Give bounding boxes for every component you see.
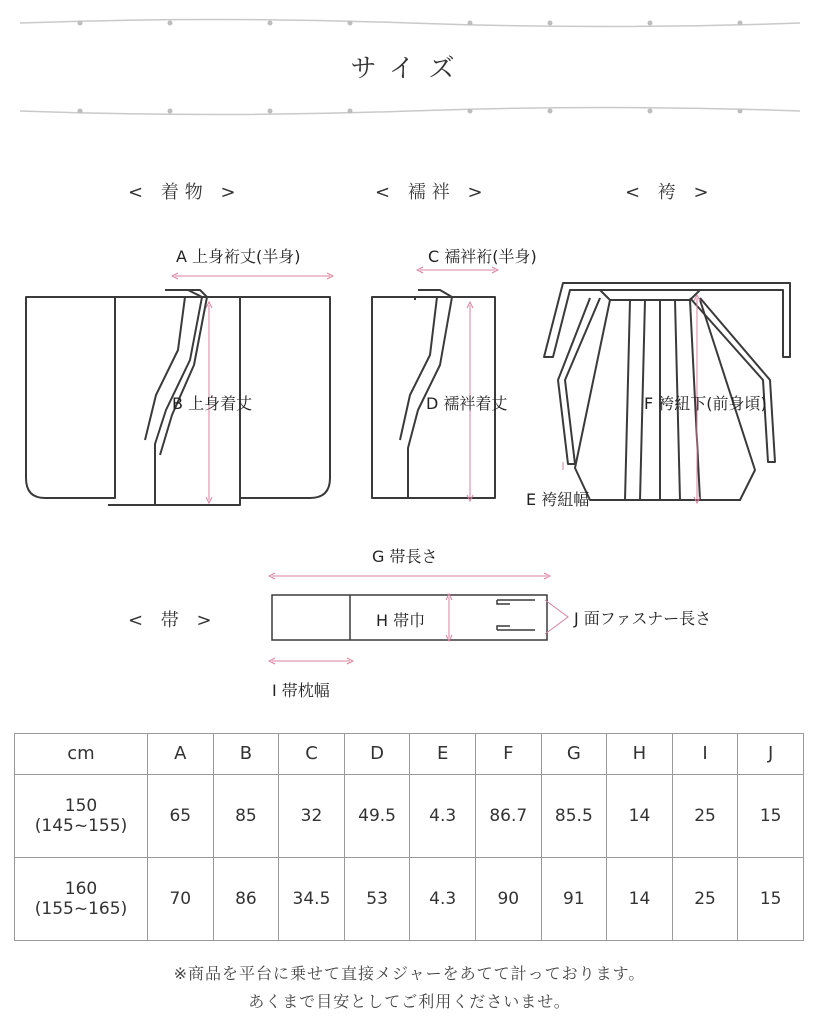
table-header-cell: H: [607, 734, 673, 775]
table-header-cell: cm: [15, 734, 148, 775]
label-g: G 帯長さ: [372, 547, 438, 566]
table-header-cell: J: [738, 734, 804, 775]
table-header-cell: F: [475, 734, 541, 775]
table-cell: 70: [148, 858, 214, 941]
label-i: I 帯枕幅: [272, 681, 330, 700]
label-j: J 面ファスナー長さ: [574, 609, 712, 628]
table-header-cell: E: [410, 734, 476, 775]
size-label-cell: [15, 775, 148, 858]
table-header-cell: C: [279, 734, 345, 775]
note-line-2: あくまで目安としてご利用くださいませ。: [248, 992, 571, 1011]
size-range: (155~165): [34, 899, 128, 919]
size-label: 150: [64, 795, 98, 816]
section-label-juban: < 襦袢 >: [375, 182, 489, 203]
size-range: (145~155): [34, 816, 128, 836]
table-cell: 14: [607, 775, 673, 858]
size-table: [14, 733, 804, 941]
table-header-cell: D: [344, 734, 410, 775]
label-e: E 袴紐幅: [526, 490, 590, 509]
table-cell: 14: [607, 858, 673, 941]
table-cell: 34.5: [279, 858, 345, 941]
table-header-cell: B: [213, 734, 279, 775]
size-label-cell: [15, 858, 148, 941]
table-cell: 65: [148, 775, 214, 858]
table-cell: 91: [541, 858, 607, 941]
table-cell: 86.7: [475, 775, 541, 858]
label-d: D 襦袢着丈: [426, 394, 508, 413]
table-cell: 85.5: [541, 775, 607, 858]
table-cell: 15: [738, 858, 804, 941]
table-cell: 4.3: [410, 775, 476, 858]
label-h: H 帯巾: [376, 611, 426, 630]
label-f: F 袴紐下(前身頃): [644, 394, 767, 413]
table-cell: 86: [213, 858, 279, 941]
size-label: 160: [64, 878, 98, 899]
table-cell: 49.5: [344, 775, 410, 858]
table-cell: 32: [279, 775, 345, 858]
table-header-cell: G: [541, 734, 607, 775]
table-header-cell: A: [148, 734, 214, 775]
table-cell: 53: [344, 858, 410, 941]
label-a: A 上身裄丈(半身): [176, 247, 301, 266]
label-c: C 襦袢裄(半身): [428, 247, 537, 266]
note-line-1: ※商品を平台に乗せて直接メジャーをあてて計っております。: [173, 964, 646, 983]
table-header-row: [15, 734, 804, 775]
table-header-cell: I: [672, 734, 738, 775]
label-b: B 上身着丈: [172, 394, 253, 413]
table-cell: 90: [475, 858, 541, 941]
table-row: [15, 775, 804, 858]
measure-line-j: [545, 600, 568, 634]
section-label-hakama: < 袴 >: [625, 182, 715, 203]
section-label-kimono: < 着物 >: [128, 182, 242, 203]
table-cell: 25: [672, 775, 738, 858]
table-row: [15, 858, 804, 941]
table-cell: 4.3: [410, 858, 476, 941]
table-cell: 25: [672, 858, 738, 941]
section-label-obi: < 帯 >: [128, 610, 218, 631]
page-title: サイズ: [350, 54, 469, 84]
table-cell: 15: [738, 775, 804, 858]
table-cell: 85: [213, 775, 279, 858]
